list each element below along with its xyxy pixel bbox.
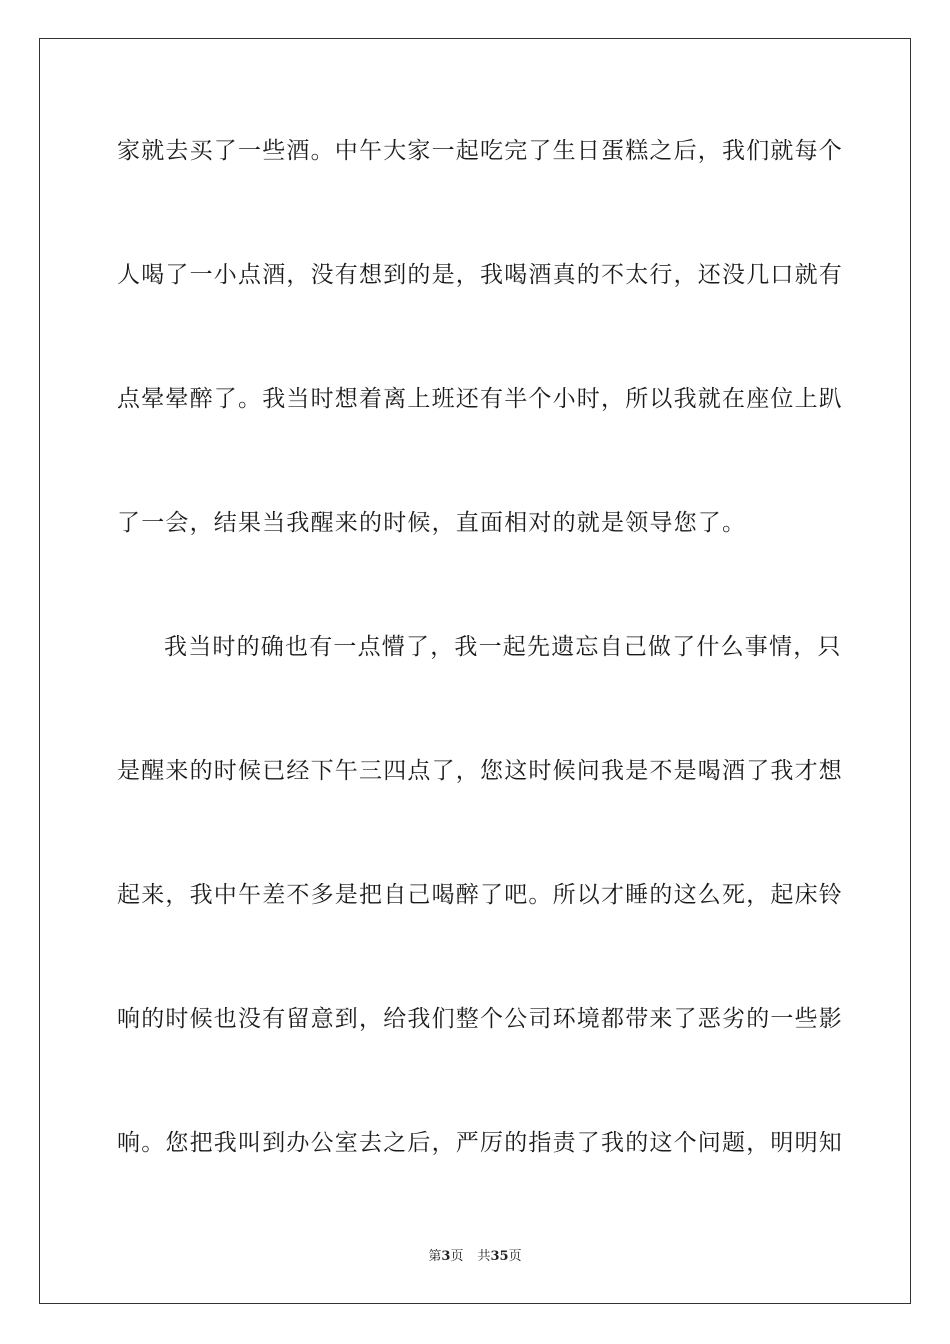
body-text-line: 家就去买了一些酒。中午大家一起吃完了生日蛋糕之后，我们就每个 (117, 138, 843, 164)
body-text-line: 是醒来的时候已经下午三四点了，您这时候问我是不是喝酒了我才想 (117, 758, 843, 784)
body-text-line: 人喝了一小点酒，没有想到的是，我喝酒真的不太行，还没几口就有 (117, 262, 843, 288)
paragraph-first-line: 我当时的确也有一点懵了，我一起先遗忘自己做了什么事情，只 (164, 634, 842, 660)
body-text-line: 响的时候也没有留意到，给我们整个公司环境都带来了恶劣的一些影 (117, 1006, 843, 1032)
body-text-line: 起来，我中午差不多是把自己喝醉了吧。所以才睡的这么死，起床铃 (117, 882, 843, 908)
page-number-prefix: 第 (428, 1249, 442, 1264)
total-pages-number: 35 (490, 1249, 509, 1264)
page-border (39, 38, 911, 1304)
page-number-suffix: 页 (450, 1249, 464, 1264)
body-text-line: 了一会，结果当我醒来的时候，直面相对的就是领导您了。 (117, 510, 747, 536)
total-pages-prefix: 共 (477, 1249, 491, 1264)
body-text-line: 响。您把我叫到办公室去之后，严厉的指责了我的这个问题，明明知 (117, 1130, 843, 1156)
page-footer (0, 1248, 950, 1266)
total-pages-suffix: 页 (508, 1249, 522, 1264)
current-page-number: 3 (441, 1249, 451, 1264)
body-text-line: 点晕晕醉了。我当时想着离上班还有半个小时，所以我就在座位上趴 (117, 386, 843, 412)
